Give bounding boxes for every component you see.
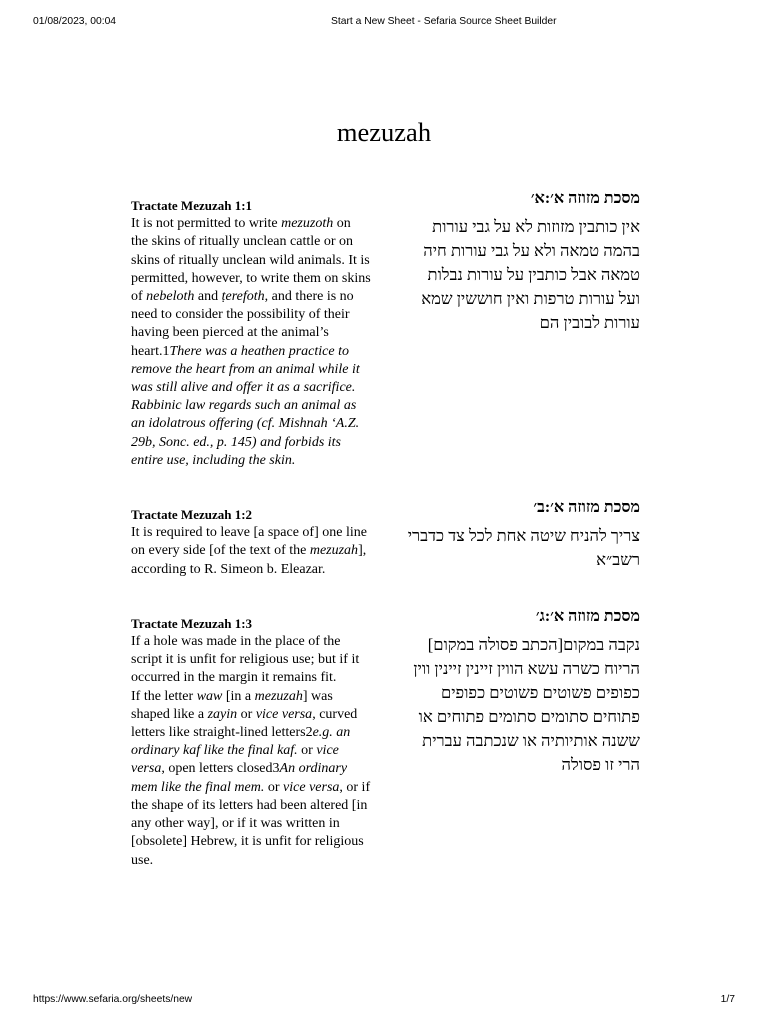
source-english-column	[131, 495, 371, 579]
english-source-text	[131, 633, 371, 870]
italic-text-run: There was a heathen practice to remove the heart from an animal while it was still alive and offer it as a sacrifice. Rabbinic law regards such an animal as an idolatrous offering (cf. Mishnah ‘A.Z. 29b, Sonc. ed., p. 145) and forbids its entire use, including the skin.	[131, 343, 360, 468]
italic-text-run: waw	[196, 688, 223, 704]
source-item	[131, 495, 640, 579]
text-run: and	[194, 289, 222, 305]
english-paragraph	[131, 524, 371, 579]
sheet-title: mezuzah	[336, 117, 432, 147]
hebrew-source-text: אין כותבין מזוזות לא על גבי עורות בהמה טמאה ולא על גבי עורות חיה טמאה אבל כותבין על עורות נבלות ועל עורות טרפות ואין חוששין שמא עורות לבובין הם	[421, 217, 640, 332]
text-run: [in a	[222, 688, 255, 704]
text-run: ], according to R. Simeon b. Eleazar.	[131, 543, 367, 577]
source-hebrew-column	[404, 495, 640, 572]
english-source-ref[interactable]: Tractate Mezuzah 1:3	[131, 615, 253, 631]
footnote-marker[interactable]: 2	[305, 725, 313, 741]
text-run: If the letter	[131, 688, 197, 704]
english-source-text	[131, 215, 371, 470]
hebrew-source-text: נקבה במקום[הכתב פסולה במקום] הריוח כשרה עשא הווין זיינין זיינין ווין כפופים פשוטים פשוטים כפופים פתוחים סתומים סתומים פתוחים או ששנה אותיותיה או שנכתבה עברית הרי זו פסולה	[413, 634, 640, 774]
hebrew-source-ref[interactable]: מסכת מזוזה א׳:א׳	[530, 190, 640, 207]
source-hebrew-column	[404, 186, 640, 335]
print-page-title: Start a New Sheet - Sefaria Source Sheet Builder	[331, 16, 557, 27]
english-paragraph	[131, 633, 371, 688]
italic-text-run: zayin	[207, 706, 238, 722]
english-paragraph	[131, 215, 371, 470]
english-source-ref[interactable]: Tractate Mezuzah 1:1	[131, 198, 253, 213]
source-item	[131, 604, 640, 870]
italic-text-run: vice versa	[131, 743, 339, 777]
italic-text-run: mezuzah	[254, 688, 303, 704]
italic-text-run: mezuzah	[309, 543, 359, 559]
source-hebrew-column	[404, 604, 640, 777]
footnote-marker[interactable]: 3	[272, 761, 280, 777]
hebrew-source-ref[interactable]: מסכת מזוזה א׳:ג׳	[535, 607, 640, 625]
source-item	[131, 186, 640, 470]
text-run: or	[264, 779, 284, 795]
print-footer-url: https://www.sefaria.org/sheets/new	[33, 994, 193, 1005]
english-paragraph	[131, 688, 371, 870]
italic-text-run: ṭerefoth	[221, 289, 265, 305]
text-run: ] was shaped like a	[131, 688, 333, 722]
text-run: or	[237, 706, 256, 722]
text-run: It is not permitted to write	[131, 216, 282, 232]
italic-text-run: An ordinary mem like the final mem.	[131, 761, 348, 795]
hebrew-source-ref[interactable]: מסכת מזוזה א׳:ב׳	[533, 499, 640, 517]
source-english-column	[131, 186, 371, 470]
text-run: or	[297, 743, 317, 759]
text-run: It is required to leave [a space of] one line on every side [of the text of the	[131, 525, 367, 559]
text-run: If a hole was made in the place of the script it is unfit for religious use; but if it occurred in the margin it remains fit.	[131, 634, 360, 686]
print-date: 01/08/2023, 00:04	[33, 16, 117, 27]
italic-text-run: nebeloth	[146, 289, 195, 305]
english-source-ref[interactable]: Tractate Mezuzah 1:2	[131, 507, 253, 523]
hebrew-source-text: צריך להניח שיטה אחת לכל צד כדברי רשב״א	[407, 526, 640, 570]
source-list	[131, 186, 640, 895]
italic-text-run: e.g. an ordinary kaf like the final kaf.	[131, 725, 351, 759]
italic-text-run: mezuzoth	[281, 216, 334, 232]
source-english-column	[131, 604, 371, 870]
text-run: , and there is no need to consider the possibility of their having been pierced at the animal’s heart.	[131, 289, 354, 359]
english-source-text	[131, 524, 371, 579]
footnote-marker[interactable]: 1	[162, 343, 170, 359]
text-run: on the skins of ritually unclean cattle or on skins of ritually unclean wild animals. It is permitted, however, to write them on skins of	[131, 216, 371, 305]
italic-text-run: vice versa	[283, 779, 340, 795]
text-run: , or if the shape of its letters had been altered [in any other way], or if it was written in [obsolete] Hebrew, it is unfit for religious use.	[131, 779, 371, 868]
italic-text-run: vice versa	[255, 706, 313, 722]
text-run: , curved letters like straight-lined letters	[131, 706, 358, 741]
text-run: , open letters closed	[161, 761, 273, 777]
page-number: 1/7	[720, 994, 735, 1005]
